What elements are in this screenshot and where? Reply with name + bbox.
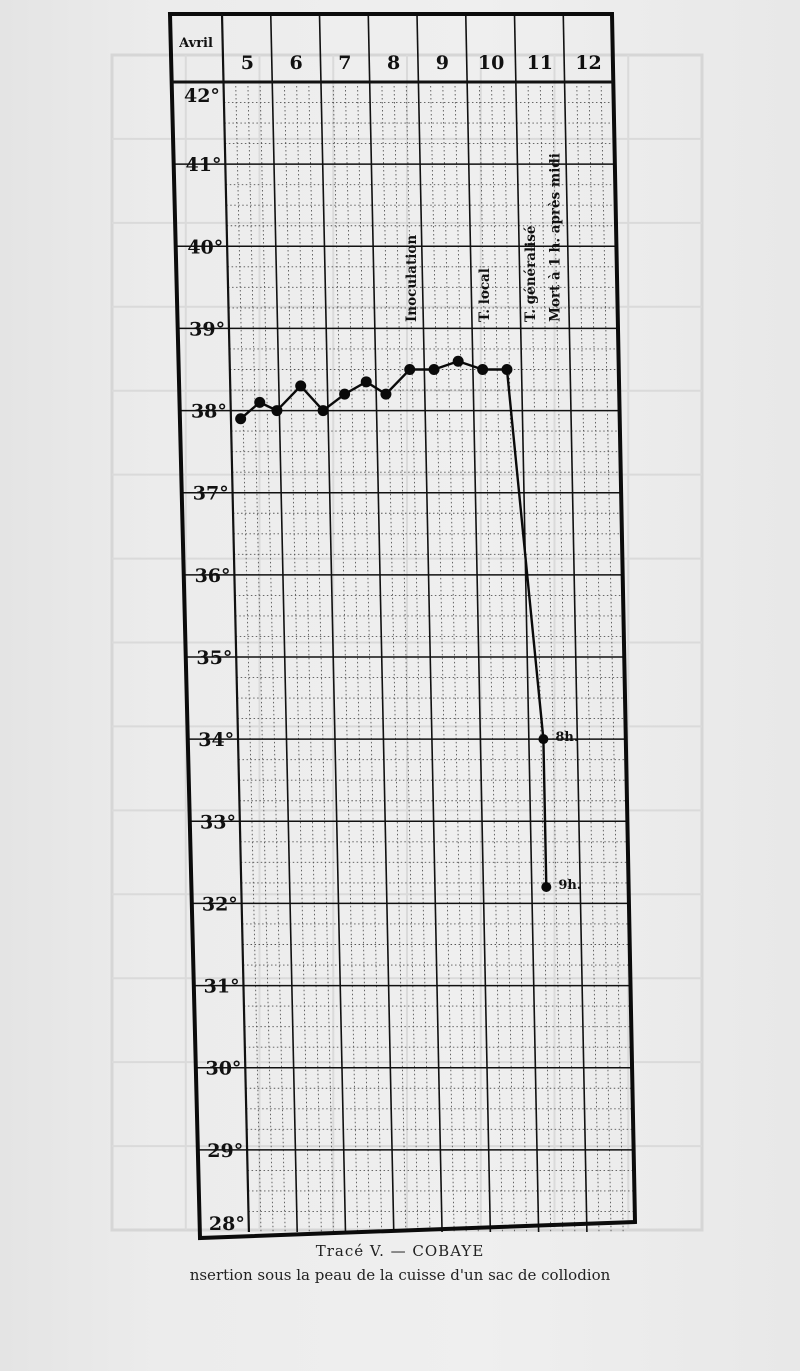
data-point — [538, 734, 548, 744]
annotation-label: Mort à 1 h. après midi — [547, 153, 564, 322]
point-time-label: 8h. — [555, 730, 579, 746]
y-tick-label: 37° — [192, 482, 229, 505]
label-column-divider — [222, 14, 249, 1232]
y-tick-label: 34° — [198, 729, 235, 752]
day-label: 9 — [435, 52, 449, 74]
annotation-label: Inoculation — [403, 234, 420, 322]
day-column-line — [271, 14, 297, 1232]
y-tick-label: 38° — [190, 400, 227, 423]
data-point — [380, 389, 391, 400]
y-tick-label: 40° — [187, 236, 224, 259]
data-point — [361, 376, 372, 387]
point-time-label: 9h. — [558, 878, 582, 893]
data-point — [295, 380, 306, 391]
y-tick-label: 41° — [185, 154, 222, 177]
chart-caption-title: Tracé V. — COBAYE — [315, 1242, 485, 1260]
day-column-line — [368, 14, 394, 1232]
day-label: 6 — [289, 52, 303, 74]
day-column-line — [417, 14, 442, 1232]
day-column-line — [515, 14, 539, 1232]
data-point — [254, 397, 265, 408]
y-tick-label: 35° — [196, 647, 233, 669]
day-label: 5 — [240, 52, 255, 74]
data-point — [501, 364, 512, 375]
y-tick-label: 30° — [205, 1057, 242, 1080]
day-label: 12 — [575, 52, 602, 74]
day-label: 7 — [338, 52, 352, 74]
y-tick-label: 28° — [208, 1213, 245, 1235]
data-point — [235, 413, 246, 424]
day-column-line — [563, 14, 587, 1232]
temperature-line — [241, 361, 547, 887]
chart-caption-subtitle: nsertion sous la peau de la cuisse d'un sac de collodion — [189, 1266, 611, 1284]
data-point — [541, 882, 551, 892]
data-point — [429, 364, 440, 375]
month-label: Avril — [179, 36, 213, 51]
data-point — [318, 405, 329, 416]
y-tick-label: 29° — [207, 1139, 244, 1162]
y-tick-label: 36° — [194, 564, 231, 587]
data-point — [271, 405, 282, 416]
day-label: 10 — [477, 52, 505, 74]
day-label: 11 — [526, 52, 554, 74]
data-point — [339, 389, 350, 400]
data-point — [453, 356, 464, 367]
annotation-label: T. local — [476, 268, 493, 322]
y-tick-label: 33° — [200, 811, 236, 834]
data-point — [477, 364, 488, 375]
data-point — [404, 364, 415, 375]
y-tick-label: 42° — [183, 85, 220, 107]
y-tick-label: 32° — [201, 893, 238, 916]
annotation-label: T. généralisé — [523, 225, 540, 322]
day-label: 8 — [387, 52, 401, 74]
y-tick-label: 39° — [189, 318, 226, 341]
y-tick-label: 31° — [203, 975, 240, 998]
day-column-line — [466, 14, 491, 1232]
